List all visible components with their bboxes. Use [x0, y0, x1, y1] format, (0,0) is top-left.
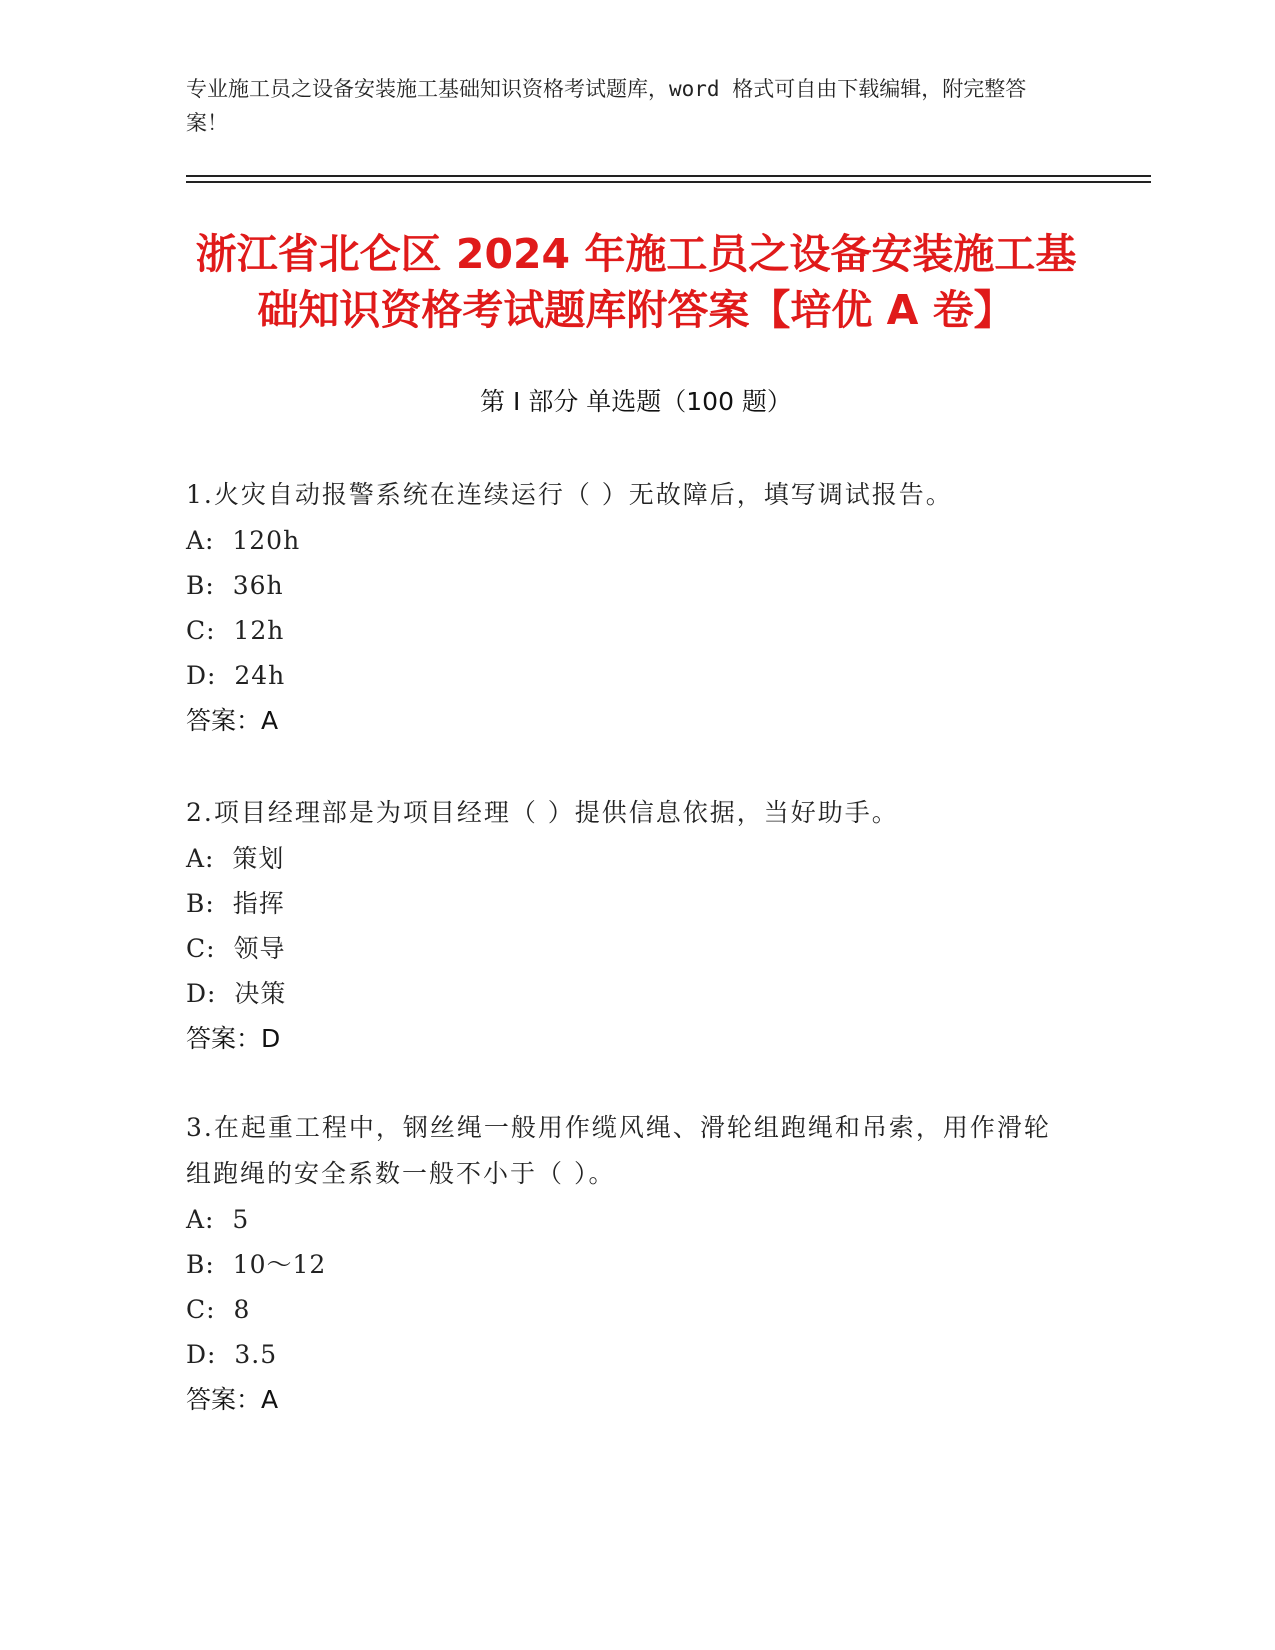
answer-label: 答案： [186, 1024, 262, 1053]
answer-value: D [261, 1024, 281, 1053]
question-3 [186, 1105, 1066, 1423]
question-2 [186, 790, 1066, 1062]
header-divider-top [186, 175, 1151, 177]
question-1 [186, 472, 1066, 744]
answer-line [186, 1016, 1066, 1062]
option-d: D: 决策 [186, 979, 287, 1008]
question-text: 3.在起重工程中，钢丝绳一般用作缆风绳、滑轮组跑绳和吊索，用作滑轮组跑绳的安全系数一般不小于（ ）。 [186, 1113, 1051, 1188]
answer-line [186, 698, 1066, 744]
option-d: D: 3.5 [186, 1340, 278, 1369]
answer-value: A [261, 1385, 279, 1414]
answer-label: 答案： [186, 706, 262, 735]
document-title: 浙江省北仑区 2024 年施工员之设备安装施工基础知识资格考试题库附答案【培优 A 卷】 [195, 230, 1077, 334]
option-b: B: 指挥 [186, 889, 285, 918]
header-note: 专业施工员之设备安装施工基础知识资格考试题库，word 格式可自由下载编辑，附完整答案！ [186, 77, 1027, 135]
option-b: B: 10～12 [186, 1250, 327, 1279]
answer-line [186, 1377, 1066, 1423]
option-b: B: 36h [186, 571, 284, 600]
option-a: A: 5 [186, 1205, 250, 1234]
option-d: D: 24h [186, 661, 286, 690]
option-a: A: 120h [186, 526, 301, 555]
question-text: 1.火灾自动报警系统在连续运行（ ）无故障后，填写调试报告。 [186, 480, 953, 509]
answer-value: A [261, 706, 279, 735]
section-heading: 第 I 部分 单选题（100 题） [480, 387, 792, 416]
answer-label: 答案： [186, 1385, 262, 1414]
option-c: C: 8 [186, 1295, 251, 1324]
question-text: 2.项目经理部是为项目经理（ ）提供信息依据，当好助手。 [186, 798, 899, 827]
option-a: A: 策划 [186, 844, 285, 873]
header-divider-bottom [186, 181, 1151, 183]
option-c: C: 12h [186, 616, 285, 645]
option-c: C: 领导 [186, 934, 286, 963]
